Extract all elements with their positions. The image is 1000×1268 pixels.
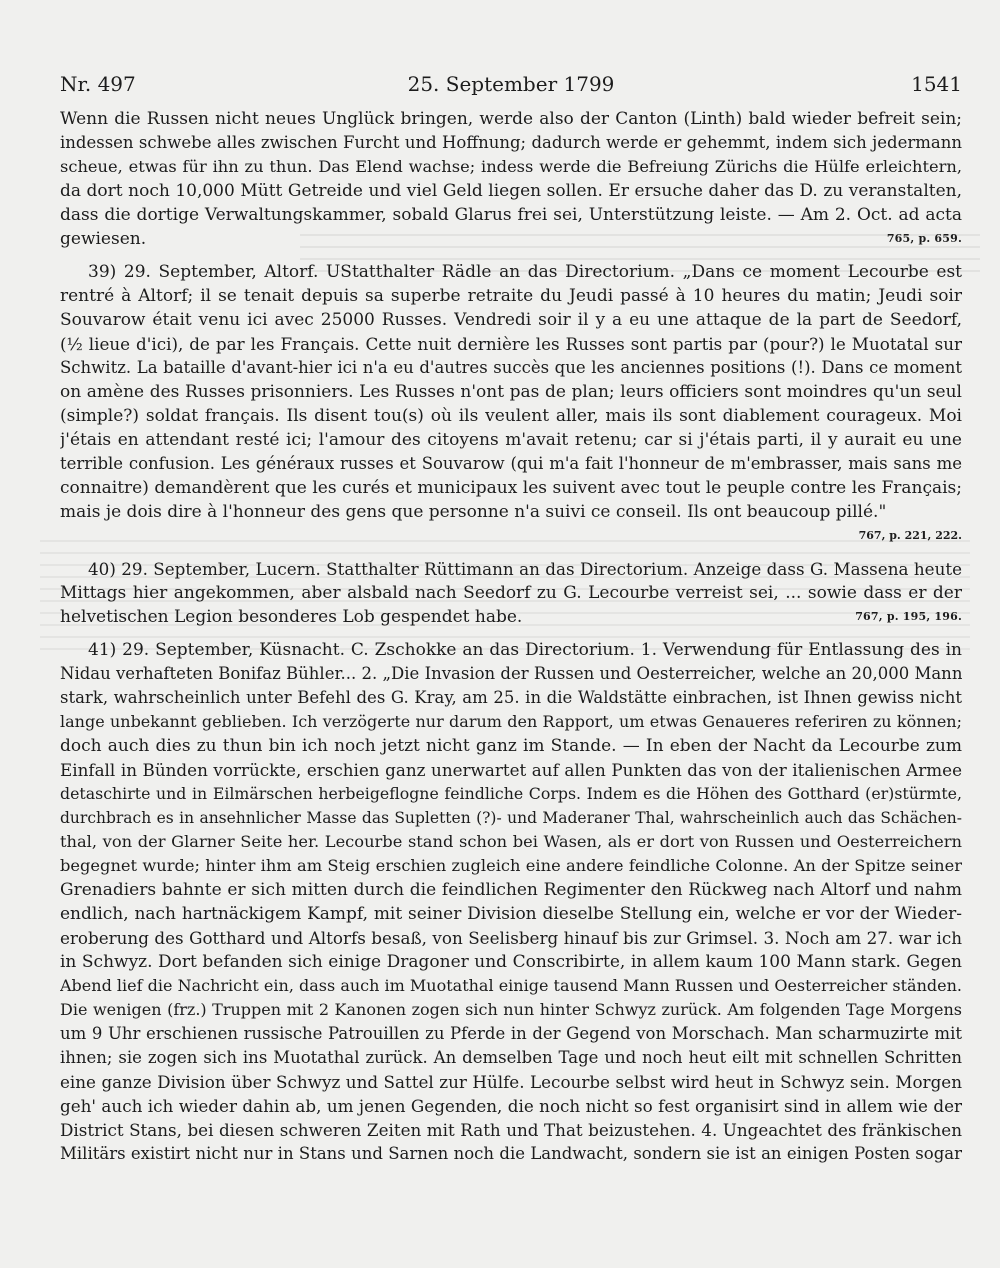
text-line: durchbrach es in ansehnlicher Masse das Supletten (?)- und Maderaner Thal, wahrscheinlich auch das Schächen-: [60, 809, 962, 827]
text-line: Grenadiers bahnte er sich mitten durch die feindlichen Regimenter den Rückweg nach Altorf und nahm: [60, 880, 962, 900]
text-line: helvetischen Legion besonderes Lob gespendet habe.: [60, 607, 523, 627]
entry-gap: [60, 629, 962, 638]
text-line: Schwitz. La bataille d'avant-hier ici n'a eu d'autres succès que les anciennes positions (!). Dans ce moment: [60, 358, 962, 377]
text-line: Die wenigen (frz.) Truppen mit 2 Kanonen zogen sich nun hinter Schwyz zurück. Am folgenden Tage Morgens: [60, 1000, 962, 1019]
text-line: (½ lieue d'ici), de par les Français. Cette nuit dernière les Russes sont partis par (pour?) le Muotatal sur: [60, 334, 962, 354]
text-line: dass die dortige Verwaltungskammer, sobald Glarus frei sei, Unterstützung leiste. — Am 2. Oct. ad acta: [60, 205, 962, 225]
text-line: thal, von der Glarner Seite her. Lecourbe stand schon bei Wasen, als er dort von Russen und Oesterreichern: [60, 832, 962, 851]
page-body: [60, 107, 962, 1166]
text-line: lange unbekannt geblieben. Ich verzögerte nur darum den Rapport, um etwas Genaueres referiren zu können;: [60, 712, 962, 731]
source-reference: 767, p. 221, 222.: [858, 529, 962, 542]
text-line: ihnen; sie zogen sich ins Muotathal zurück. An demselben Tage und noch heut eilt mit schnellen Schritten: [60, 1048, 962, 1067]
text-line: mais je dois dire à l'honneur des gens que personne n'a suivi ce conseil. Ils ont beaucoup pillé.": [60, 502, 887, 522]
text-line: Souvarow était venu ici avec 25000 Russes. Vendredi soir il y a eu une attaque de la part de Seedorf,: [60, 310, 962, 330]
source-reference: 767, p. 195, 196.: [855, 610, 962, 623]
text-line: doch auch dies zu thun bin ich noch jetzt nicht ganz im Stande. — In eben der Nacht da Lecourbe zum: [60, 736, 962, 756]
text-line: Einfall in Bünden vorrückte, erschien ganz unerwartet auf allen Punkten das von der italienischen Armee: [60, 760, 962, 780]
text-line: rentré à Altorf; il se tenait depuis sa superbe retraite du Jeudi passé à 10 heures du matin; Jeudi soir: [60, 286, 962, 306]
text-line: Abend lief die Nachricht ein, dass auch im Muotathal einige tausend Mann Russen und Oesterreicher ständen.: [60, 976, 962, 995]
entry-39: [60, 260, 962, 548]
text-line: District Stans, bei diesen schweren Zeiten mit Rath und That beizustehen. 4. Ungeachtet des fränkischen: [60, 1120, 962, 1140]
text-line-with-reference: [60, 227, 962, 251]
header-date: 25. September 1799: [407, 72, 615, 96]
text-line: detaschirte und in Eilmärschen herbeigeflogne feindliche Corps. Indem es die Höhen des Gotthard (er)stürmte,: [60, 784, 962, 803]
entry-heading-line: 41) 29. September, Küsnacht. C. Zschokke an das Directorium. 1. Verwendung für Entlassung des in: [88, 640, 962, 660]
text-line: eine ganze Division über Schwyz und Sattel zur Hülfe. Lecourbe selbst wird heut in Schwyz sein. Morgen: [60, 1072, 962, 1092]
text-line: Nidau verhafteten Bonifaz Bühler... 2. „Die Invasion der Russen und Oesterreicher, welche an 20,000 Mann: [60, 664, 962, 683]
page-number: 1541: [911, 72, 962, 96]
text-line: j'étais en attendant resté ici; l'amour des citoyens m'avait retenu; car si j'étais parti, il y aurait eu une: [60, 430, 962, 450]
entry-heading-line: 39) 29. September, Altorf. UStatthalter Rädle an das Directorium. „Dans ce moment Lecourbe est: [88, 262, 962, 282]
text-line: stark, wahrscheinlich unter Befehl des G. Kray, am 25. in die Waldstätte einbrachen, ist Ihnen gewiss nicht: [60, 688, 962, 707]
text-line: da dort noch 10,000 Mütt Getreide und viel Geld liegen sollen. Er ersuche daher das D. zu veranstalten,: [60, 181, 962, 201]
text-line: in Schwyz. Dort befanden sich einige Dragoner und Conscribirte, in allem kaum 100 Mann stark. Gegen: [60, 952, 962, 972]
text-line: gewiesen.: [60, 229, 147, 249]
text-line: Militärs existirt nicht nur in Stans und Sarnen noch die Landwacht, sondern sie ist an einigen Posten sogar: [60, 1144, 962, 1163]
text-line-with-reference: [60, 605, 962, 629]
entry-heading-line: 40) 29. September, Lucern. Statthalter Rüttimann an das Directorium. Anzeige dass G. Massena heute: [88, 559, 962, 579]
text-line: scheue, etwas für ihn zu thun. Das Elend wachse; indess werde die Befreiung Zürichs die Hülfe erleichtern,: [60, 157, 962, 176]
text-line: Mittags hier angekommen, aber alsbald nach Seedorf zu G. Lecourbe verreist sei, ... sowie dass er der: [60, 583, 962, 603]
entry-gap: [60, 548, 962, 557]
text-line: Wenn die Russen nicht neues Unglück bringen, werde also der Canton (Linth) bald wieder befreit sein;: [60, 109, 962, 129]
entry-40: [60, 557, 962, 629]
text-line: terrible confusion. Les généraux russes et Souvarow (qui m'a fait l'honneur de m'embrasser, mais sans me: [60, 454, 962, 473]
text-line: geh' auch ich wieder dahin ab, um jenen Gegenden, die noch nicht so fest organisirt sind in allem wie der: [60, 1096, 962, 1116]
entry-continuation: [60, 107, 962, 251]
text-line: indessen schwebe alles zwischen Furcht und Hoffnung; dadurch werde er gehemmt, indem sich jedermann: [60, 133, 962, 152]
text-line: eroberung des Gotthard und Altorfs besaß, von Seelisberg hinauf bis zur Grimsel. 3. Noch am 27. war ich: [60, 928, 962, 948]
text-line: connaitre) demandèrent que les curés et municipaux les suivent avec tout le peuple contre les Français;: [60, 478, 962, 498]
entry-41: [60, 638, 962, 1166]
document-number: Nr. 497: [60, 72, 136, 96]
page-header: [60, 70, 962, 98]
text-line: endlich, nach hartnäckigem Kampf, mit seiner Division dieselbe Stellung ein, welche er vor der Wieder-: [60, 904, 962, 924]
text-line: um 9 Uhr erschienen russische Patrouillen zu Pferde in der Gegend von Morschach. Man scharmuzirte mit: [60, 1024, 962, 1043]
entry-gap: [60, 251, 962, 260]
text-line: begegnet wurde; hinter ihm am Steig erschien zugleich eine andere feindliche Colonne. An der Spitze seiner: [60, 856, 962, 875]
text-line: (simple?) soldat français. Ils disent tou(s) où ils veulent aller, mais ils sont diablement courageux. Moi: [60, 406, 962, 426]
source-reference: 765, p. 659.: [886, 232, 962, 245]
text-line: on amène des Russes prisonniers. Les Russes n'ont pas de plan; leurs officiers sont moindres qu'un seul: [60, 382, 962, 402]
